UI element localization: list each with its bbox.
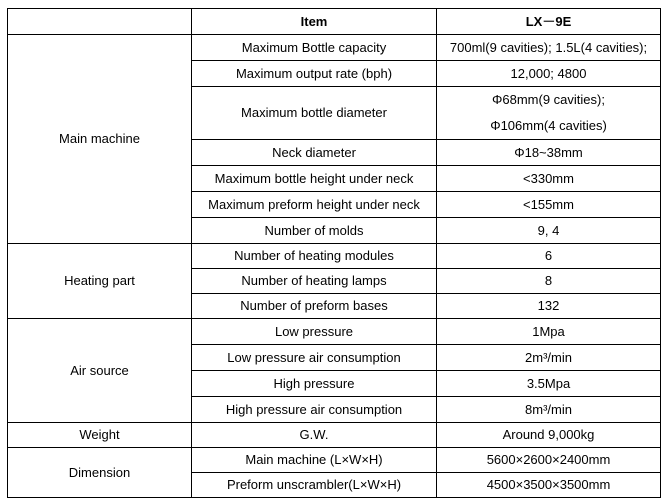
item-cell: Maximum Bottle capacity xyxy=(192,35,437,61)
value-cell: Φ18~38mm xyxy=(437,140,661,166)
category-cell: Main machine xyxy=(8,35,192,244)
item-cell: G.W. xyxy=(192,423,437,448)
item-cell: Maximum preform height under neck xyxy=(192,192,437,218)
item-cell: Maximum bottle diameter xyxy=(192,87,437,140)
value-cell: 3.5Mpa xyxy=(437,371,661,397)
category-cell: Heating part xyxy=(8,244,192,319)
table-row xyxy=(8,448,661,473)
item-cell: Preform unscrambler(L×W×H) xyxy=(192,473,437,498)
category-cell: Weight xyxy=(8,423,192,448)
value-cell: <330mm xyxy=(437,166,661,192)
item-cell: Maximum bottle height under neck xyxy=(192,166,437,192)
value-cell: 9, 4 xyxy=(437,218,661,244)
header-model: LX－9E xyxy=(437,9,661,35)
item-cell: Low pressure xyxy=(192,319,437,345)
item-cell: Low pressure air consumption xyxy=(192,345,437,371)
value-cell: 12,000; 4800 xyxy=(437,61,661,87)
value-line: Φ68mm(9 cavities); xyxy=(492,92,605,107)
value-cell: 8m³/min xyxy=(437,397,661,423)
value-line: Φ106mm(4 cavities) xyxy=(490,118,607,133)
item-cell: Main machine (L×W×H) xyxy=(192,448,437,473)
category-cell: Dimension xyxy=(8,448,192,498)
value-cell: 1Mpa xyxy=(437,319,661,345)
table-row xyxy=(8,423,661,448)
header-row xyxy=(8,9,661,35)
item-cell: High pressure air consumption xyxy=(192,397,437,423)
value-cell: 8 xyxy=(437,269,661,294)
value-cell: 700ml(9 cavities); 1.5L(4 cavities); xyxy=(437,35,661,61)
item-cell: Neck diameter xyxy=(192,140,437,166)
item-cell: Number of heating modules xyxy=(192,244,437,269)
table-row xyxy=(8,319,661,345)
value-cell: 4500×3500×3500mm xyxy=(437,473,661,498)
item-cell: Number of preform bases xyxy=(192,294,437,319)
spec-table xyxy=(7,8,661,498)
item-cell: Number of molds xyxy=(192,218,437,244)
table-row xyxy=(8,244,661,269)
category-cell: Air source xyxy=(8,319,192,423)
header-item: Item xyxy=(192,9,437,35)
value-cell xyxy=(437,87,661,140)
value-cell: <155mm xyxy=(437,192,661,218)
table-row xyxy=(8,35,661,61)
item-cell: Number of heating lamps xyxy=(192,269,437,294)
value-cell: 132 xyxy=(437,294,661,319)
header-blank xyxy=(8,9,192,35)
value-cell: Around 9,000kg xyxy=(437,423,661,448)
value-cell: 5600×2600×2400mm xyxy=(437,448,661,473)
value-cell: 6 xyxy=(437,244,661,269)
item-cell: Maximum output rate (bph) xyxy=(192,61,437,87)
item-cell: High pressure xyxy=(192,371,437,397)
value-cell: 2m³/min xyxy=(437,345,661,371)
